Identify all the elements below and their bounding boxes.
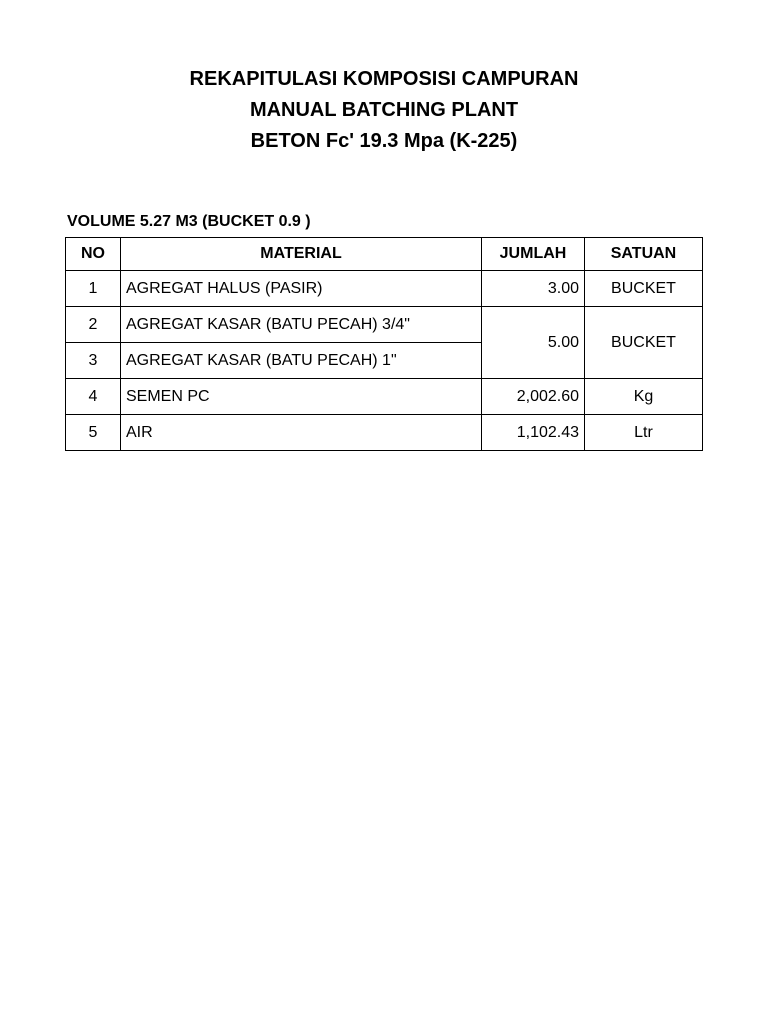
- row-no: 4: [66, 379, 121, 415]
- row-jumlah: 2,002.60: [482, 379, 585, 415]
- row-material: SEMEN PC: [121, 379, 482, 415]
- table-header-row: [66, 238, 703, 271]
- table-row: [66, 271, 703, 307]
- table-row: [66, 307, 703, 343]
- title-line-1: REKAPITULASI KOMPOSISI CAMPURAN: [189, 68, 579, 90]
- header-no: NO: [66, 238, 121, 271]
- row-material: AIR: [121, 415, 482, 451]
- row-satuan: BUCKET: [585, 271, 703, 307]
- title-line-2: MANUAL BATCHING PLANT: [249, 99, 519, 121]
- header-material: MATERIAL: [121, 238, 482, 271]
- volume-label: VOLUME 5.27 M3 (BUCKET 0.9 ): [67, 213, 311, 230]
- row-jumlah: 1,102.43: [482, 415, 585, 451]
- row-no: 3: [66, 343, 121, 379]
- row-satuan: Ltr: [585, 415, 703, 451]
- row-jumlah: 3.00: [482, 271, 585, 307]
- document-title: [0, 64, 768, 157]
- row-material: AGREGAT HALUS (PASIR): [121, 271, 482, 307]
- title-line-3: BETON Fc' 19.3 Mpa (K-225): [250, 130, 518, 152]
- row-no: 1: [66, 271, 121, 307]
- table-row: [66, 379, 703, 415]
- row-satuan: Kg: [585, 379, 703, 415]
- row-no: 2: [66, 307, 121, 343]
- header-jumlah: JUMLAH: [482, 238, 585, 271]
- composition-table: [65, 237, 703, 451]
- row-material: AGREGAT KASAR (BATU PECAH) 3/4": [121, 307, 482, 343]
- row-material: AGREGAT KASAR (BATU PECAH) 1": [121, 343, 482, 379]
- row-jumlah-merged: 5.00: [482, 307, 585, 379]
- table-row: [66, 415, 703, 451]
- row-no: 5: [66, 415, 121, 451]
- header-satuan: SATUAN: [585, 238, 703, 271]
- row-satuan-merged: BUCKET: [585, 307, 703, 379]
